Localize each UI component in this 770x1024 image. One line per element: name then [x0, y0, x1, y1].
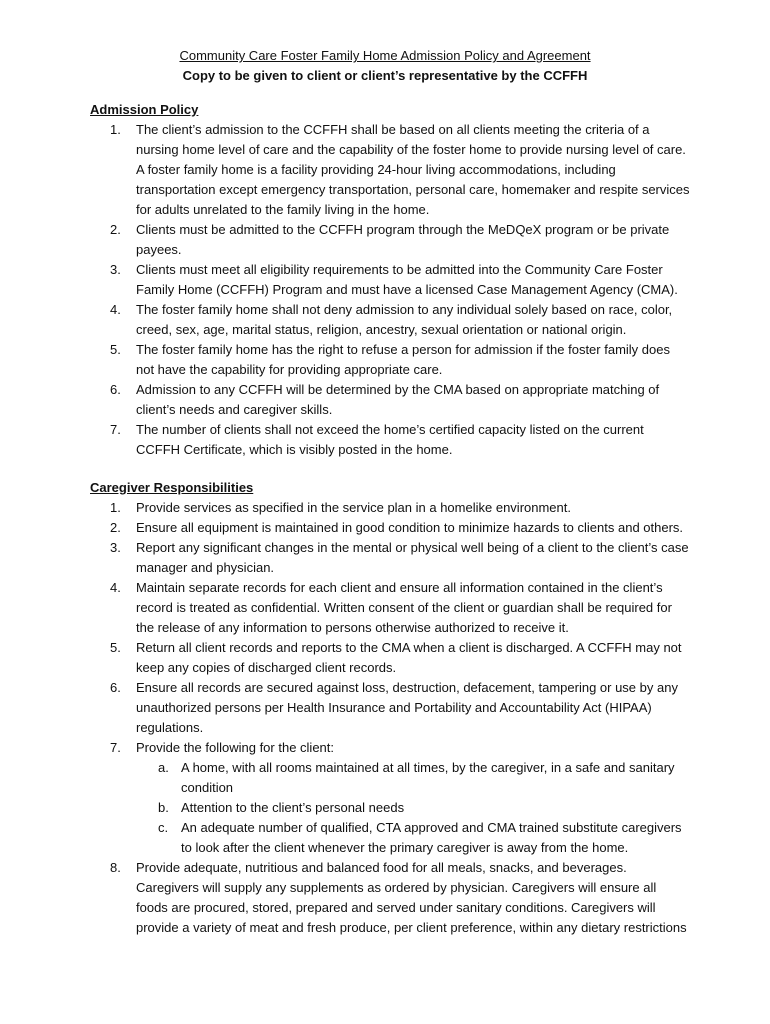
- item-number: 2.: [110, 520, 121, 535]
- list-item: [90, 638, 690, 678]
- item-number: 4.: [110, 302, 121, 317]
- item-text: Provide the following for the client:: [136, 740, 334, 755]
- list-item: [90, 678, 690, 738]
- list-item: [90, 420, 690, 460]
- item-number: 5.: [110, 640, 121, 655]
- list-item: [90, 260, 690, 300]
- list-item: [90, 340, 690, 380]
- item-text: Report any significant changes in the mental or physical well being of a client to the client’s case manager and physician.: [136, 540, 689, 575]
- item-text: Ensure all equipment is maintained in good condition to minimize hazards to clients and others.: [136, 520, 684, 535]
- caregiver-responsibilities-section: [90, 478, 690, 938]
- item-text: Return all client records and reports to the CMA when a client is discharged. A CCFFH may not keep any copies of discharged client records.: [136, 640, 682, 675]
- caregiver-responsibilities-list: [90, 498, 690, 938]
- item-text: Clients must be admitted to the CCFFH program through the MeDQeX program or be private payees.: [136, 222, 670, 257]
- sub-list-item: [90, 798, 690, 818]
- admission-policy-heading: Admission Policy: [90, 102, 199, 117]
- sub-item-text: A home, with all rooms maintained at all times, by the caregiver, in a safe and sanitary condition: [181, 760, 675, 795]
- list-item: [90, 300, 690, 340]
- item-number: 7.: [110, 422, 121, 437]
- sub-item-letter: a.: [158, 760, 169, 775]
- item-text: Provide adequate, nutritious and balanced food for all meals, snacks, and beverages. Caregivers will supply any supplements as ordered by physician. Caregivers will ensure all foods are procured, stored, prepared and served under sanitary conditions. Caregivers will provide a variety of meat and fresh produce, per client preference, within any dietary restrictions: [136, 860, 687, 935]
- item-number: 6.: [110, 382, 121, 397]
- list-item: [90, 220, 690, 260]
- item-number: 1.: [110, 122, 121, 137]
- item-number: 3.: [110, 262, 121, 277]
- admission-policy-list: [90, 120, 690, 460]
- list-item: [90, 380, 690, 420]
- sub-list: [136, 758, 690, 858]
- caregiver-responsibilities-heading: Caregiver Responsibilities: [90, 480, 254, 495]
- sub-item-letter: c.: [158, 820, 169, 835]
- list-item: [90, 738, 690, 858]
- item-number: 4.: [110, 580, 121, 595]
- list-item: [90, 120, 690, 220]
- sub-item-text: An adequate number of qualified, CTA approved and CMA trained substitute caregivers to look after the client whenever the primary caregiver is away from the home.: [181, 820, 682, 855]
- document-title: Community Care Foster Family Home Admission Policy and Agreement: [179, 48, 591, 63]
- list-item: [90, 858, 690, 938]
- item-text: The number of clients shall not exceed the home’s certified capacity listed on the current CCFFH Certificate, which is visibly posted in the home.: [136, 422, 644, 457]
- list-item: [90, 578, 690, 638]
- item-text: Ensure all records are secured against loss, destruction, defacement, tampering or use by any unauthorized persons per Health Insurance and Portability and Accountability Act (HIPAA) regulations.: [136, 680, 678, 735]
- list-item: [90, 498, 690, 518]
- sub-item-letter: b.: [158, 800, 169, 815]
- item-text: The foster family home shall not deny admission to any individual solely based on race, color, creed, sex, age, marital status, religion, ancestry, sexual orientation or national origin.: [136, 302, 673, 337]
- item-number: 7.: [110, 740, 121, 755]
- item-text: Admission to any CCFFH will be determined by the CMA based on appropriate matching of client’s needs and caregiver skills.: [136, 382, 660, 417]
- list-item: [90, 518, 690, 538]
- item-text: Clients must meet all eligibility requirements to be admitted into the Community Care Foster Family Home (CCFFH) Program and must have a licensed Case Management Agency (CMA).: [136, 262, 678, 297]
- item-number: 5.: [110, 342, 121, 357]
- item-text: The client’s admission to the CCFFH shall be based on all clients meeting the criteria of a nursing home level of care and the capability of the foster home to provide nursing level of care. A foster family home is a facility providing 24-hour living accommodations, including transportation except emergency transportation, personal care, homemaker and respite services for adults unrelated to the family living in the home.: [136, 122, 690, 217]
- list-item: [90, 538, 690, 578]
- item-text: Provide services as specified in the service plan in a homelike environment.: [136, 500, 571, 515]
- item-number: 8.: [110, 860, 121, 875]
- item-number: 2.: [110, 222, 121, 237]
- item-number: 6.: [110, 680, 121, 695]
- item-text: Maintain separate records for each client and ensure all information contained in the client’s record is treated as confidential. Written consent of the client or guardian shall be required for the release of any information to persons otherwise authorized to receive it.: [136, 580, 672, 635]
- sub-list-item: [90, 818, 690, 858]
- document-subtitle: Copy to be given to client or client’s representative by the CCFFH: [182, 68, 588, 83]
- sub-list-item: [90, 758, 690, 798]
- item-number: 3.: [110, 540, 121, 555]
- sub-item-text: Attention to the client’s personal needs: [181, 800, 405, 815]
- item-text: The foster family home has the right to refuse a person for admission if the foster family does not have the capability for providing appropriate care.: [136, 342, 670, 377]
- admission-policy-section: [90, 100, 690, 460]
- item-number: 1.: [110, 500, 121, 515]
